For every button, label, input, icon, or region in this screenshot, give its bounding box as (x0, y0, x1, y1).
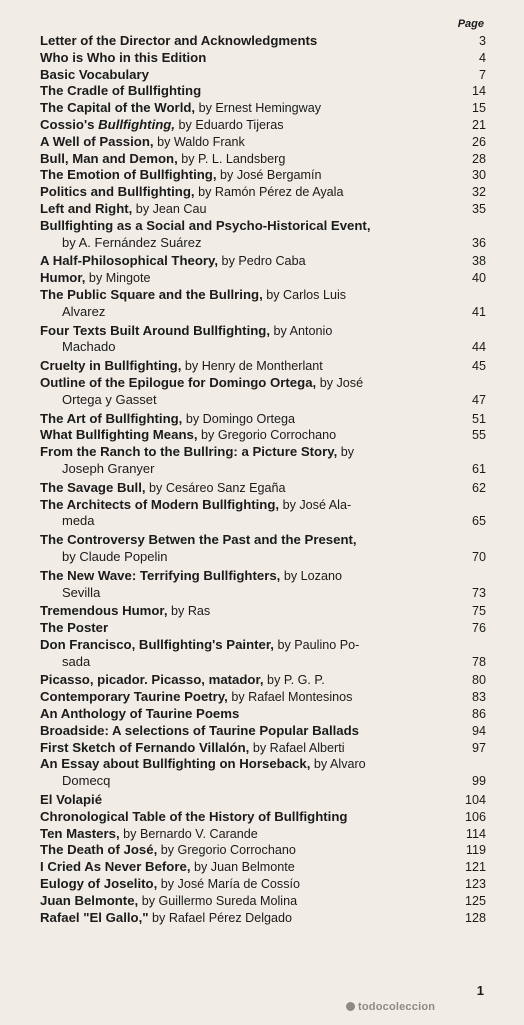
toc-entry-page-number: 106 (464, 809, 486, 824)
toc-entry-line (40, 253, 486, 270)
toc-entry-line (40, 792, 486, 809)
toc-entry-line (40, 842, 486, 859)
table-of-contents (40, 33, 486, 926)
toc-entry-byline: by Ernest Hemingway (195, 101, 322, 116)
toc-entry (40, 151, 486, 168)
toc-entry-line (40, 910, 486, 927)
toc-entry-continuation: sada (62, 653, 91, 669)
toc-entry-page-number: 128 (464, 910, 486, 925)
toc-entry-byline: by José María de Cossío (157, 877, 301, 892)
toc-entry-page-number: 40 (471, 271, 486, 286)
toc-entry-page-number: 30 (471, 168, 486, 183)
toc-entry (40, 756, 486, 790)
toc-entry-byline: by Carlos Luis (262, 287, 347, 302)
toc-entry-title-text: Cossio's (40, 116, 99, 132)
toc-entry-title: El Volapié (40, 792, 103, 808)
toc-entry-title: Bull, Man and Demon, (40, 150, 178, 166)
toc-entry-continuation: by Claude Popelin (62, 548, 168, 564)
toc-entry-title: Left and Right, (40, 200, 133, 216)
toc-entry-page-number: 51 (471, 411, 486, 426)
toc-entry-line (40, 427, 486, 444)
toc-entry-continuation: Domecq (62, 773, 111, 789)
toc-entry (40, 480, 486, 497)
toc-entry-title: Broadside: A selections of Taurine Popular Ballads (40, 722, 360, 738)
toc-entry-byline: by Guillermo Sureda Molina (138, 893, 298, 908)
toc-entry-line (40, 218, 486, 235)
toc-entry-byline: by Domingo Ortega (182, 411, 296, 426)
toc-entry-line (40, 740, 486, 757)
toc-entry (40, 689, 486, 706)
toc-entry-line (40, 201, 486, 218)
toc-entry-page-number: 61 (471, 461, 486, 476)
toc-entry-title: Basic Vocabulary (40, 66, 149, 82)
toc-entry (40, 532, 486, 566)
toc-entry (40, 603, 486, 620)
toc-entry-page-number: 3 (478, 34, 486, 48)
toc-entry-page-number: 73 (471, 585, 486, 600)
toc-entry-line (40, 859, 486, 876)
toc-entry-line (40, 151, 486, 168)
toc-entry-line (40, 723, 486, 740)
toc-entry-continuation: meda (62, 513, 95, 529)
toc-entry (40, 134, 486, 151)
page-number: 1 (476, 983, 484, 998)
toc-entry-line (40, 287, 486, 304)
toc-entry-byline: by Cesáreo Sanz Egaña (145, 480, 286, 495)
toc-entry-line (40, 603, 486, 620)
toc-entry-line (40, 826, 486, 843)
toc-entry-title: An Essay about Bullfighting on Horseback, (40, 756, 311, 772)
toc-entry-continuation: Alvarez (62, 303, 106, 319)
toc-entry-title: Who is Who in this Edition (40, 49, 207, 65)
toc-entry-line (40, 375, 486, 392)
toc-entry (40, 672, 486, 689)
toc-entry-line (40, 672, 486, 689)
toc-entry-byline: by Eduardo Tijeras (175, 117, 284, 132)
toc-entry (40, 218, 486, 252)
toc-entry (40, 33, 486, 50)
toc-entry (40, 323, 486, 357)
toc-entry-continuation: Ortega y Gasset (62, 391, 157, 407)
toc-entry-line (40, 117, 486, 134)
toc-entry-page-number: 38 (471, 254, 486, 269)
toc-entry-byline: by Alvaro (310, 757, 366, 772)
toc-entry-page-number: 125 (464, 893, 486, 908)
toc-entry (40, 67, 486, 84)
toc-entry-line (40, 689, 486, 706)
toc-entry-continuation: Machado (62, 339, 116, 355)
toc-entry-page-number: 121 (464, 860, 486, 875)
toc-entry-title: An Anthology of Taurine Poems (40, 706, 240, 722)
toc-entry-line (40, 893, 486, 910)
toc-entry (40, 270, 486, 287)
toc-entry-page-number: 35 (471, 201, 486, 216)
toc-entry-byline: by Rafael Alberti (249, 740, 345, 755)
toc-entry-byline: by José Bergamín (216, 168, 322, 183)
toc-entry-page-number: 78 (471, 654, 486, 669)
watermark (346, 1001, 435, 1013)
toc-entry (40, 620, 486, 637)
toc-entry (40, 497, 486, 531)
toc-entry-title: Politics and Bullfighting, (40, 184, 195, 200)
toc-entry-title: The Cradle of Bullfighting (40, 83, 202, 99)
toc-entry-line (40, 100, 486, 117)
toc-entry-title: The Capital of the World, (40, 100, 196, 116)
toc-entry (40, 100, 486, 117)
toc-entry-line (40, 480, 486, 497)
toc-entry (40, 637, 486, 671)
toc-entry (40, 201, 486, 218)
toc-entry-page-number: 26 (471, 134, 486, 149)
toc-entry-title: The Savage Bull, (40, 479, 146, 495)
toc-entry (40, 826, 486, 843)
toc-entry-page-number: 123 (464, 877, 486, 892)
toc-entry (40, 568, 486, 602)
toc-entry-title: Outline of the Epilogue for Domingo Ortega, (40, 374, 317, 390)
toc-entry-page-number: 80 (471, 673, 486, 688)
toc-entry (40, 358, 486, 375)
toc-entry-byline: by Ras (167, 604, 211, 619)
toc-entry-title-italic: Bullfighting, (98, 116, 176, 132)
toc-entry (40, 723, 486, 740)
toc-entry-byline: by Ramón Pérez de Ayala (194, 185, 344, 200)
toc-entry-title: The Poster (40, 620, 109, 636)
toc-entry-title: Contemporary Taurine Poetry, (40, 689, 228, 705)
toc-entry-page-number: 55 (471, 428, 486, 443)
toc-entry-page-number: 62 (471, 480, 486, 495)
toc-entry-page-number: 21 (471, 117, 486, 132)
toc-entry-page-number: 94 (471, 723, 486, 738)
toc-entry-byline: by Gregorio Corrochano (197, 428, 337, 443)
toc-entry-page-number: 15 (471, 101, 486, 116)
watermark-text: todocoleccion (358, 1001, 436, 1013)
toc-entry (40, 740, 486, 757)
toc-entry-line (40, 706, 486, 723)
toc-entry-byline: by Jean Cau (132, 201, 207, 216)
toc-entry-title: Tremendous Humor, (40, 603, 168, 619)
toc-entry-title: A Well of Passion, (40, 133, 154, 149)
toc-entry-line (40, 756, 486, 773)
toc-entry (40, 50, 486, 67)
toc-entry (40, 893, 486, 910)
toc-entry-line (40, 33, 486, 50)
toc-entry-page-number: 7 (478, 67, 486, 82)
toc-entry-line (40, 637, 486, 654)
toc-entry-title: Humor, (40, 270, 86, 286)
toc-entry-title: The Death of José, (40, 842, 158, 858)
toc-entry (40, 809, 486, 826)
toc-entry-page-number: 32 (471, 185, 486, 200)
toc-entry (40, 83, 486, 100)
toc-entry-byline: by P. L. Landsberg (177, 151, 286, 166)
toc-entry-title: I Cried As Never Before, (40, 859, 191, 875)
toc-entry-byline: by Pedro Caba (218, 254, 306, 269)
toc-entry (40, 427, 486, 444)
toc-entry-byline: by Mingote (85, 271, 151, 286)
toc-entry-page-number: 4 (478, 50, 486, 65)
watermark-logo-icon (346, 1002, 355, 1011)
toc-entry (40, 184, 486, 201)
toc-entry-page-number: 28 (471, 151, 486, 166)
toc-entry-line (40, 620, 486, 637)
toc-entry-title: From the Ranch to the Bullring: a Picture Story, (40, 444, 338, 460)
toc-entry (40, 792, 486, 809)
toc-entry-byline: by Juan Belmonte (190, 860, 295, 875)
toc-entry-line (40, 50, 486, 67)
toc-entry (40, 375, 486, 409)
toc-entry-page-number: 70 (471, 549, 486, 564)
toc-entry-title: The Emotion of Bullfighting, (40, 167, 217, 183)
toc-entry-continuation: by A. Fernández Suárez (62, 234, 202, 250)
toc-entry-title: First Sketch of Fernando Villalón, (40, 739, 250, 755)
page-column-label: Page (457, 18, 484, 30)
toc-entry-line (40, 876, 486, 893)
toc-entry (40, 876, 486, 893)
toc-entry-line (40, 167, 486, 184)
toc-entry-continuation: Joseph Granyer (62, 460, 155, 476)
toc-entry-title: Letter of the Director and Acknowledgments (40, 33, 318, 48)
toc-entry-page-number: 76 (471, 621, 486, 636)
toc-entry-line (40, 184, 486, 201)
toc-entry-page-number: 14 (471, 84, 486, 99)
toc-entry-line (40, 444, 486, 461)
toc-entry-title: Don Francisco, Bullfighting's Painter, (40, 636, 274, 652)
toc-entry-page-number: 75 (471, 604, 486, 619)
toc-entry-byline: by Waldo Frank (153, 134, 245, 149)
toc-entry-byline: by Rafael Montesinos (227, 690, 353, 705)
toc-entry-title: Rafael "El Gallo," (40, 909, 149, 925)
toc-entry-line (40, 532, 486, 549)
toc-entry-title: A Half-Philosophical Theory, (40, 253, 219, 269)
toc-entry-byline: by José Ala- (279, 497, 352, 512)
toc-entry-title: The Controversy Betwen the Past and the Present, (40, 532, 357, 548)
toc-entry-page-number: 36 (471, 235, 486, 250)
toc-entry-line (40, 358, 486, 375)
toc-entry-title: Juan Belmonte, (40, 892, 139, 908)
toc-entry-page-number: 47 (471, 392, 486, 407)
toc-entry-byline: by Gregorio Corrochano (157, 843, 296, 858)
toc-entry (40, 411, 486, 428)
toc-entry-byline: by Rafael Pérez Delgado (148, 910, 293, 925)
toc-entry-line (40, 134, 486, 151)
toc-entry-page-number: 119 (465, 843, 486, 858)
toc-entry-byline: by José (316, 375, 364, 390)
toc-entry-title (40, 117, 175, 132)
toc-entry-title: The Public Square and the Bullring, (40, 286, 263, 302)
toc-entry-line (40, 323, 486, 340)
toc-entry (40, 253, 486, 270)
toc-entry-line (40, 497, 486, 514)
toc-entry (40, 910, 486, 927)
toc-entry (40, 859, 486, 876)
toc-entry-byline: by Lozano (280, 568, 342, 583)
toc-entry-line (40, 568, 486, 585)
toc-entry-title: Cruelty in Bullfighting, (40, 358, 182, 374)
toc-entry-line (40, 809, 486, 826)
toc-entry-byline: by Bernardo V. Carande (119, 826, 258, 841)
toc-entry (40, 842, 486, 859)
toc-entry-page-number: 83 (471, 690, 486, 705)
toc-entry-byline: by P. G. P. (263, 673, 325, 688)
toc-entry-byline: by Paulino Po- (273, 637, 360, 652)
toc-entry (40, 444, 486, 478)
toc-entry-page-number: 65 (471, 514, 486, 529)
toc-entry-title: Ten Masters, (40, 825, 120, 841)
toc-entry-byline: by Antonio (270, 323, 333, 338)
toc-entry-page-number: 104 (464, 793, 486, 808)
toc-entry-page-number: 86 (471, 707, 486, 722)
toc-entry-title: The Architects of Modern Bullfighting, (40, 496, 280, 512)
toc-entry (40, 117, 486, 134)
toc-entry-title: Picasso, picador. Picasso, matador, (40, 672, 264, 688)
toc-entry-continuation: Sevilla (62, 584, 101, 600)
toc-entry-title: The New Wave: Terrifying Bullfighters, (40, 567, 281, 583)
toc-entry (40, 706, 486, 723)
toc-entry-line (40, 83, 486, 100)
toc-entry (40, 167, 486, 184)
toc-entry-byline: by (337, 445, 355, 460)
toc-entry-byline: by Henry de Montherlant (181, 359, 323, 374)
toc-entry-page-number: 45 (471, 359, 486, 374)
toc-entry-title: Four Texts Built Around Bullfighting, (40, 322, 271, 338)
toc-entry-page-number: 44 (471, 340, 486, 355)
toc-entry (40, 287, 486, 321)
toc-entry-page-number: 99 (471, 774, 486, 789)
toc-entry-title: Chronological Table of the History of Bullfighting (40, 808, 348, 824)
toc-entry-line (40, 67, 486, 84)
toc-entry-page-number: 97 (471, 740, 486, 755)
toc-entry-page-number: 114 (465, 826, 486, 841)
toc-entry-line (40, 411, 486, 428)
toc-entry-title: What Bullfighting Means, (40, 427, 198, 443)
toc-entry-line (40, 270, 486, 287)
toc-entry-page-number: 41 (471, 304, 486, 319)
toc-entry-title: Bullfighting as a Social and Psycho-Historical Event, (40, 217, 371, 233)
toc-entry-title: Eulogy of Joselito, (40, 876, 158, 892)
toc-entry-title: The Art of Bullfighting, (40, 410, 183, 426)
